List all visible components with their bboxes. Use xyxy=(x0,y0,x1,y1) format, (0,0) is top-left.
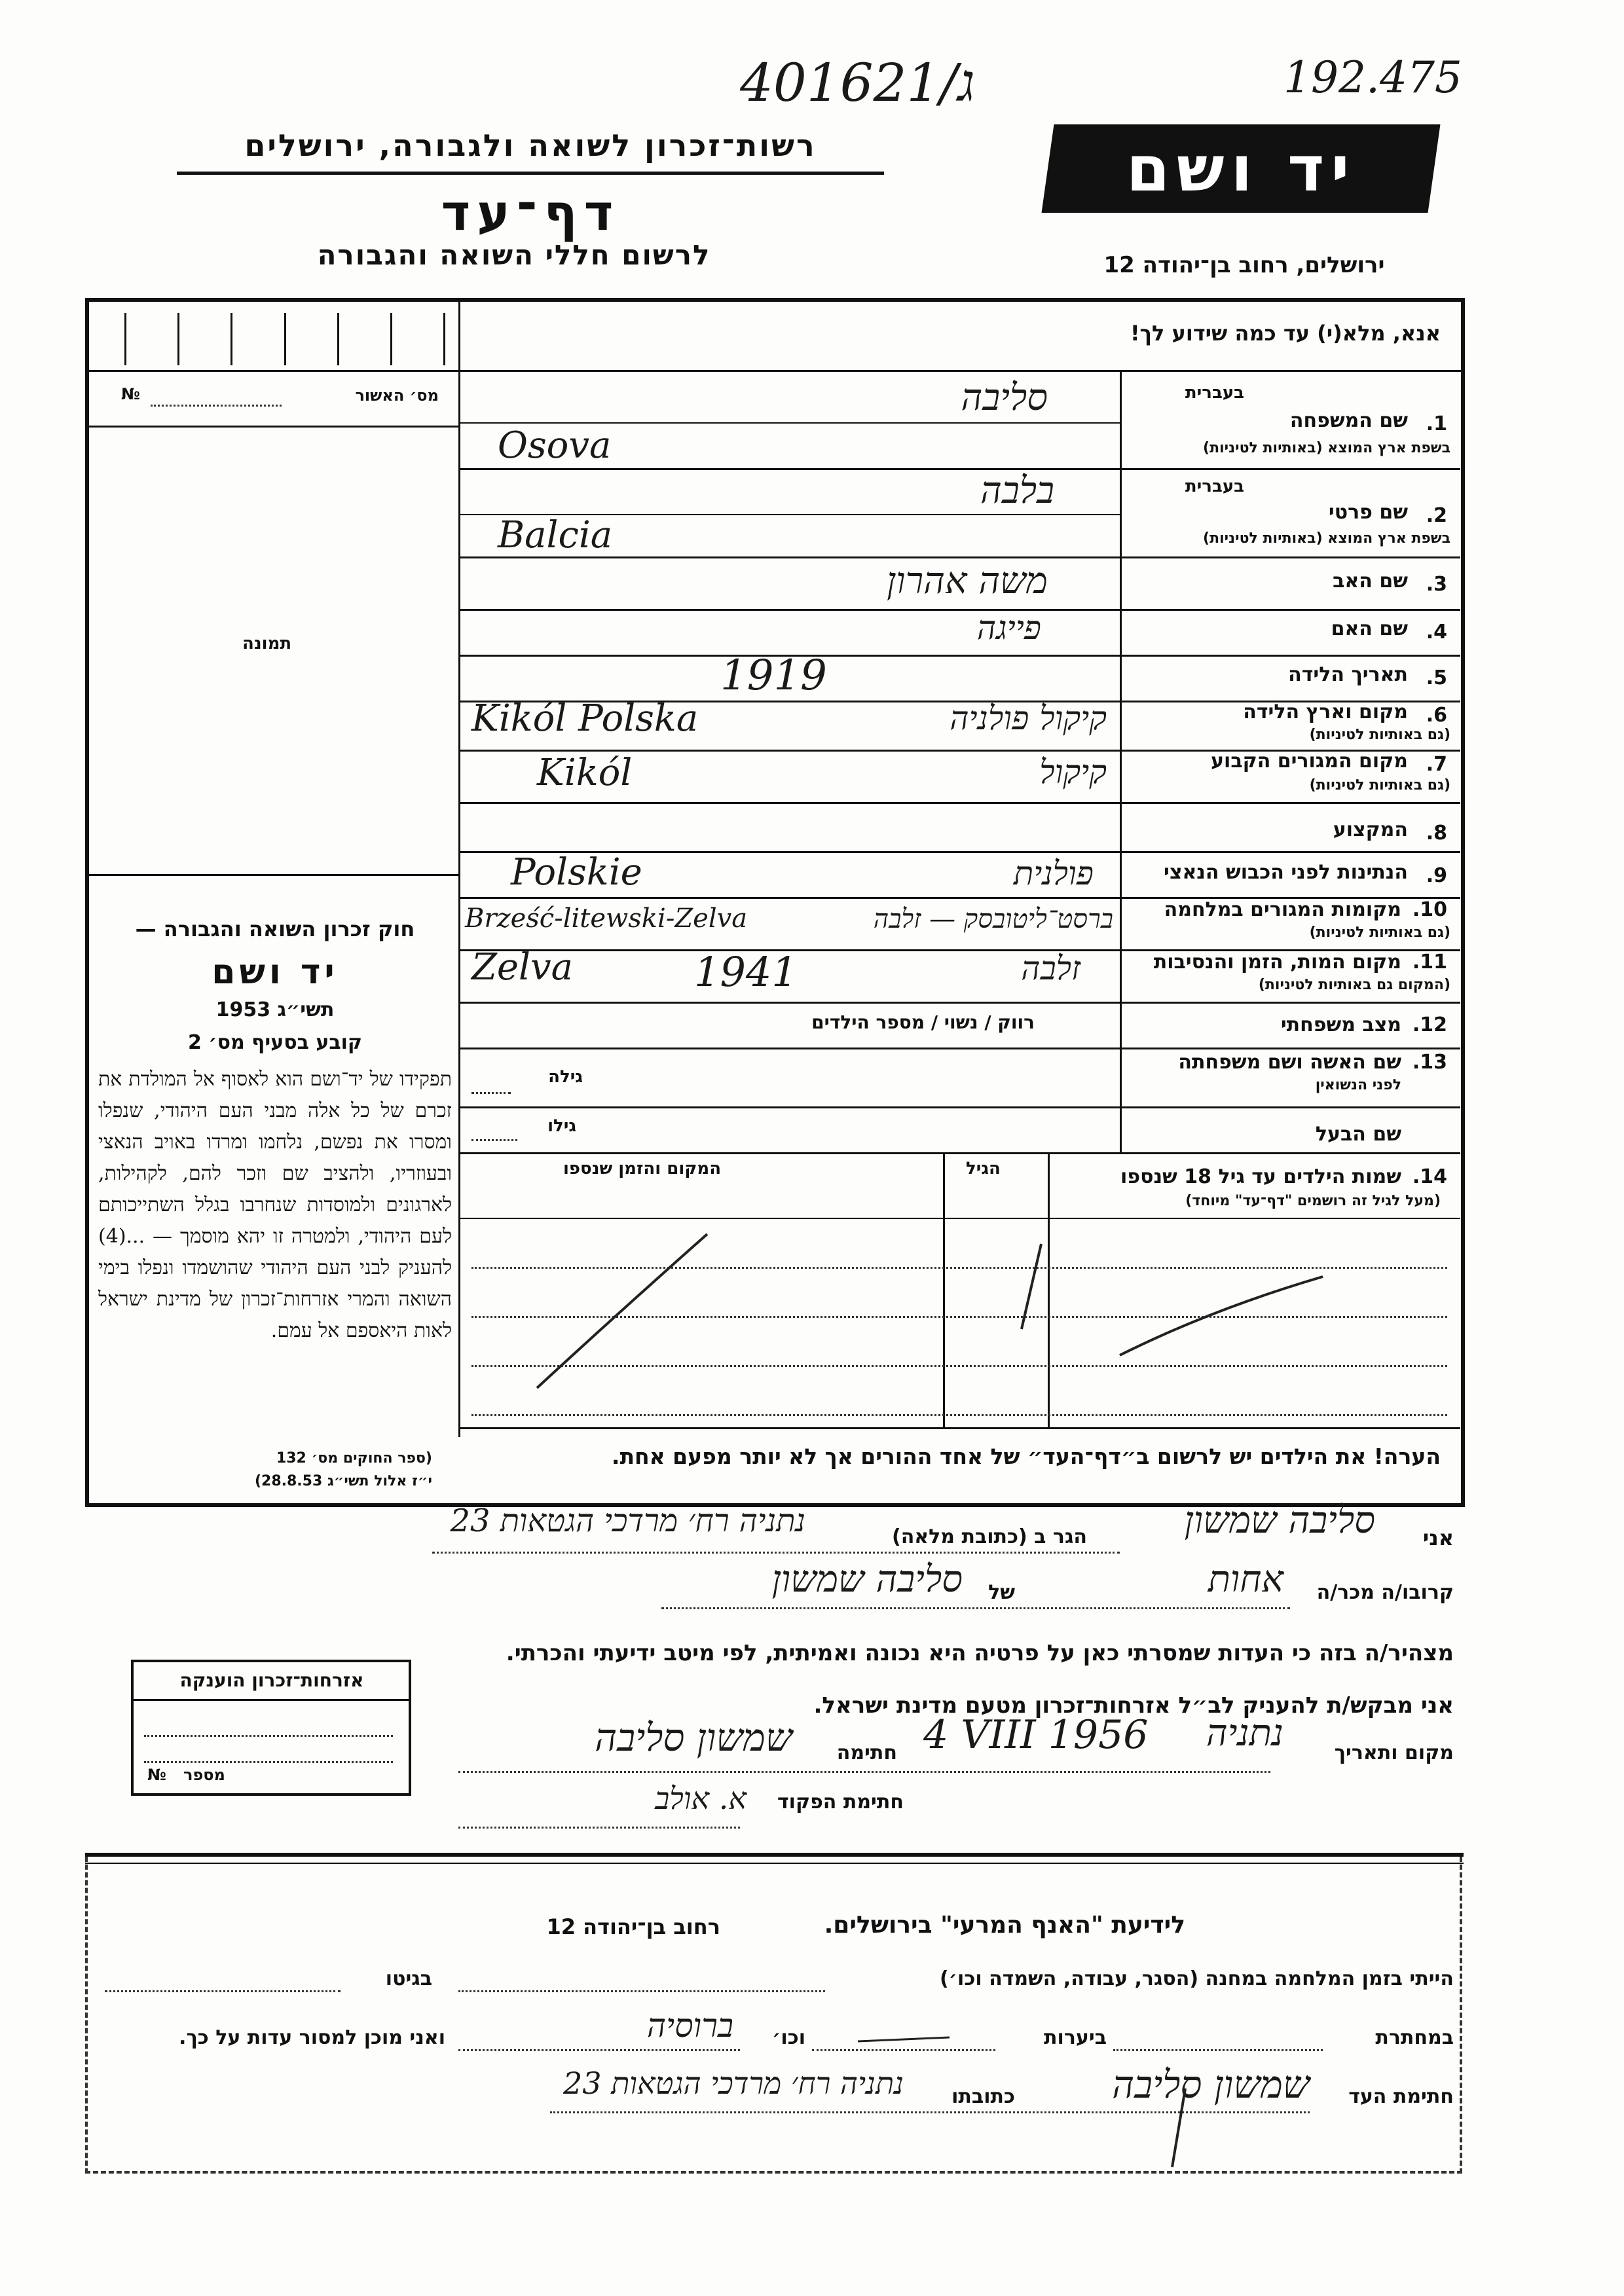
approval-label: מס׳ האשור xyxy=(355,386,439,405)
row-line xyxy=(458,556,1460,558)
field-13-sublabel: לפני הנשואין xyxy=(1315,1077,1401,1093)
field-3-label: שם האב xyxy=(1333,570,1408,592)
memorial-box-dotted[interactable] xyxy=(144,1761,393,1763)
field-1-value-latin[interactable]: Osova xyxy=(498,424,612,467)
bottom-line2-a: במחתרת xyxy=(1375,2026,1454,2049)
field-13-num: 13. xyxy=(1412,1051,1447,1074)
law-year: תשי״ג 1953 xyxy=(215,998,335,1021)
bottom-line2-d: ואני מוכן למסור עדות על כך. xyxy=(179,2026,445,2049)
yad-vashem-logo xyxy=(1042,124,1441,213)
header-address: ירושלים, רחוב בן־יהודה 12 xyxy=(1103,252,1385,278)
declarant-name[interactable]: סליבה שמשון xyxy=(1184,1499,1375,1542)
children-strike-marks xyxy=(458,1218,1460,1427)
field-6-label: מקום וארץ הלידה xyxy=(1243,701,1408,723)
row-sub-line xyxy=(458,422,1120,424)
bottom-line2-c-value[interactable]: ברוסיה xyxy=(646,2007,733,2045)
memorial-box-title: אזרחות־זכרון הוענקה xyxy=(179,1669,364,1691)
row-line xyxy=(458,1152,1460,1154)
field-5-label: תאריך הלידה xyxy=(1288,663,1408,686)
photo-box-line xyxy=(89,874,459,876)
field-11-value-year[interactable]: 1941 xyxy=(694,948,798,996)
children-num: 14. xyxy=(1412,1165,1447,1188)
field-2-num: 2. xyxy=(1426,504,1447,527)
relation-value[interactable]: אחות xyxy=(1208,1558,1283,1601)
form-subtitle: לרשום חללי השואה והגבורה xyxy=(317,239,711,271)
note-top-line xyxy=(458,1427,1460,1429)
field-1-sublabel: בשפת ארץ המוצא (באותיות לטיניות) xyxy=(1203,440,1450,456)
field-6-value-hebrew[interactable]: קיקול פולניה xyxy=(950,699,1107,737)
witness-address-label: כתובתו xyxy=(951,2085,1015,2108)
law-date: י״ז אלול תשי״ג 28.8.53) xyxy=(254,1473,432,1489)
field-10-label: מקומות המגורים במלחמה xyxy=(1164,898,1401,921)
field-5-num: 5. xyxy=(1426,666,1447,689)
officer-label: חתימת הפקוד xyxy=(777,1791,904,1813)
field-11-num: 11. xyxy=(1412,951,1447,974)
declarant-resides-label: הגר ב (כתובת מלאה) xyxy=(891,1525,1087,1548)
row-line xyxy=(458,1002,1460,1004)
field-12-num: 12. xyxy=(1412,1013,1447,1036)
declarant-ani: אני xyxy=(1422,1525,1454,1550)
signature-label: חתימה xyxy=(836,1741,897,1764)
bottom-line2-c: וכו׳ xyxy=(772,2026,805,2049)
photo-label: תמונה xyxy=(242,634,292,653)
row-line xyxy=(458,802,1460,804)
children-label: שמות הילדים עד גיל 18 שנספו xyxy=(1120,1165,1401,1188)
field-7-num: 7. xyxy=(1426,753,1447,776)
signature-value[interactable]: שמשון סליבה xyxy=(595,1715,792,1760)
field-2-value-latin[interactable]: Balcia xyxy=(498,514,613,556)
law-title: חוק זכרון השואה והגבורה — xyxy=(135,917,415,941)
instructions-text: אנא, מלא(י) עד כמה שידוע לך! xyxy=(1130,321,1441,346)
field-8-label: המקצוע xyxy=(1333,818,1408,841)
law-source: (ספר החוקים מס׳ 132 xyxy=(276,1450,432,1467)
note-text: הערה! את הילדים יש לרשום ב״דף־העד״ של אחד ההורים אך לא יותר מפעם אחת. xyxy=(611,1444,1441,1469)
logo-text: יד ושם xyxy=(1126,132,1356,206)
field-8-num: 8. xyxy=(1426,822,1447,845)
field-12-label: מצב משפחתי xyxy=(1280,1013,1401,1036)
authority-underline xyxy=(177,172,884,175)
memorial-box-line xyxy=(134,1699,409,1701)
field-11-label: מקום המות, הזמן והנסיבות xyxy=(1153,951,1401,974)
field-11-sublabel: (המקום גם באותיות לטיניות) xyxy=(1258,977,1450,993)
husband-age-label: גילו xyxy=(547,1116,576,1136)
label-column-divider xyxy=(1120,370,1122,1152)
witness-label: חתימת העד xyxy=(1348,2085,1454,2108)
law-name: יד ושם xyxy=(212,953,339,992)
row-line xyxy=(89,370,1461,372)
field-4-value[interactable]: פייגה xyxy=(976,609,1041,647)
memorial-box-dotted[interactable] xyxy=(144,1735,393,1737)
field-7-value-latin[interactable]: Kikól xyxy=(537,752,633,794)
field-12-value[interactable]: רווק / נשוי / מספר הילדים xyxy=(811,1011,1035,1033)
declarant-address-line xyxy=(432,1552,1120,1554)
witness-address[interactable]: נתניה רח׳ מרדכי הגטאות 23 xyxy=(563,2066,904,2101)
archive-number-right: 192.475 xyxy=(1283,52,1462,103)
declaration-text: מצהיר/ה בזה כי העדות שמסרתי כאן על פרטיה היא נכונה ואמיתית, לפי מיטב ידיעתי והכרתי. xyxy=(506,1640,1454,1666)
field-1-label: שם המשפחה xyxy=(1289,409,1408,432)
field-6-num: 6. xyxy=(1426,704,1447,727)
row-line xyxy=(458,1106,1460,1108)
officer-line xyxy=(458,1827,740,1829)
approval-number-line[interactable] xyxy=(151,405,282,407)
field-10-value-hebrew[interactable]: ברסט־ליטובסק — זלבה xyxy=(873,904,1113,934)
request-text: אני מבקש/ת להעניק לב״ל אזרחות־זכרון מטעם מדינת ישראל. xyxy=(813,1692,1454,1719)
field-3-num: 3. xyxy=(1426,573,1447,596)
field-9-num: 9. xyxy=(1426,864,1447,887)
field-13-label: שם האשה ושם משפחתה xyxy=(1178,1051,1401,1074)
law-clause: קובע בסעיף מס׳ 2 xyxy=(187,1031,363,1054)
field-4-num: 4. xyxy=(1426,621,1447,644)
field-1-heb-tag: בעברית xyxy=(1185,383,1244,403)
memorial-box-no-symbol: № xyxy=(147,1766,166,1784)
law-text: תפקידו של יד־ושם הוא לאסוף אל המולדת את זכרם של כל אלה מבני העם היהודי, שנפלו ומסרו את נפשם, נלחמו ומרדו באויב הנאצי ובעוזריו, ולהציב שם וזכר להם, לקהילות, לארגונים ולמוסדות שנחרבו בגלל השתייכותם לעם היהודי, ולמטרה זו יהא מוסמך — ...(4) להעניק לבני העם היהודי שהושמדו ונפלו בימי השואה והמרי אזרחות־זכרון של מדינת ישראל לאות היאספם אל עמם. xyxy=(98,1068,452,1342)
field-7-label: מקום המגורים הקבוע xyxy=(1211,750,1408,773)
field-6-value-latin[interactable]: Kikól Polska xyxy=(471,697,699,740)
bottom-heading-address: רחוב בן־יהודה 12 xyxy=(546,1914,720,1939)
field-6-sublabel: (גם באותיות לטיניות) xyxy=(1309,727,1450,743)
field-13-age-label: גילה xyxy=(548,1067,583,1087)
field-10-num: 10. xyxy=(1412,898,1447,921)
bottom-line2-b: ביערות xyxy=(1044,2026,1107,2049)
field-9-value-latin[interactable]: Polskie xyxy=(511,851,642,894)
field-1-num: 1. xyxy=(1426,412,1447,435)
officer-signature[interactable]: א. אולב xyxy=(655,1781,747,1816)
field-11-value-hebrew[interactable]: זלבה xyxy=(1021,949,1080,987)
bottom-section-border xyxy=(85,1857,1462,2174)
date-value[interactable]: 4 VIII 1956 xyxy=(923,1712,1149,1758)
husband-age-line[interactable] xyxy=(471,1139,517,1141)
signature-line xyxy=(458,1771,1270,1773)
husband-label: שם הבעל xyxy=(1315,1123,1401,1146)
children-sublabel: (מעל לגיל זה רושמים "דף־עד" מיוחד) xyxy=(1185,1193,1441,1209)
form-title: דף־עד xyxy=(441,183,620,242)
field-9-value-hebrew[interactable]: פולנית xyxy=(1013,854,1094,892)
row-line xyxy=(458,1048,1460,1049)
archive-number-left: 401621/ג xyxy=(740,52,975,113)
field-2-value-hebrew[interactable]: בלבה xyxy=(980,469,1054,512)
field-1-value-hebrew[interactable]: סליבה xyxy=(961,376,1048,419)
children-col-age: הגיל xyxy=(966,1159,1001,1178)
field-2-heb-tag: בעברית xyxy=(1185,477,1244,496)
memorial-box-number-label: מספר xyxy=(183,1766,225,1784)
place-value[interactable]: נתניה xyxy=(1206,1712,1283,1755)
of-name[interactable]: סליבה שמשון xyxy=(771,1558,963,1601)
approval-box-line xyxy=(89,426,459,428)
field-10-value-latin[interactable]: Brześć-litewski-Zelva xyxy=(465,903,748,934)
approval-no-symbol: № xyxy=(121,385,140,403)
field-11-value-latin[interactable]: Zelva xyxy=(471,946,573,989)
bottom-line1-a: הייתי בזמן המלחמה במחנה (הסגר, עבודה, השמדה וכו׳) xyxy=(940,1967,1454,1990)
field-2-label: שם פרטי xyxy=(1328,501,1408,524)
witness-signature[interactable]: שמשון סליבה xyxy=(1112,2062,1310,2107)
field-9-label: הנתינות לפני הכבוש הנאצי xyxy=(1164,861,1408,884)
field-7-value-hebrew[interactable]: קיקול xyxy=(1039,753,1107,791)
declarant-address[interactable]: נתניה רח׳ מרדכי הגטאות 23 xyxy=(450,1503,805,1539)
field-10-sublabel: (גם באותיות לטיניות) xyxy=(1309,924,1450,941)
field-7-sublabel: (גם באותיות לטיניות) xyxy=(1309,777,1450,793)
authority-line: רשות־זכרון לשואה ולגבורה, ירושלים xyxy=(244,128,817,163)
id-boxes xyxy=(124,313,445,365)
bottom-heading: לידיעת "האנף המרעי" בירושלים. xyxy=(824,1912,1185,1939)
field-13-age-line[interactable] xyxy=(471,1092,511,1094)
field-2-sublabel: בשפת ארץ המוצא (באותיות לטיניות) xyxy=(1203,530,1450,547)
relation-line xyxy=(661,1607,1290,1609)
place-date-label: מקום ותאריך xyxy=(1334,1741,1454,1764)
children-col-place: המקום והזמן שנספו xyxy=(563,1159,722,1178)
field-3-value[interactable]: משה אהרון xyxy=(887,560,1048,602)
of-label: של xyxy=(988,1581,1015,1604)
field-4-label: שם האם xyxy=(1331,617,1408,640)
field-5-value[interactable]: 1919 xyxy=(720,651,827,700)
row-line xyxy=(458,655,1460,657)
bottom-line1-b: בגיטו xyxy=(385,1967,432,1990)
relation-label: קרובו/ה מכר/ה xyxy=(1316,1581,1454,1604)
